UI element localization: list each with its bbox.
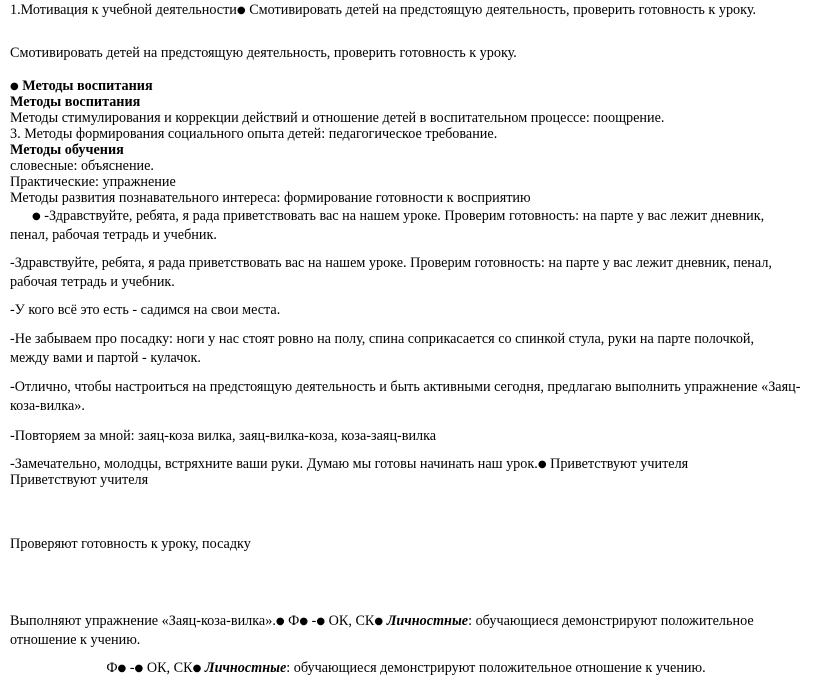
ok-label: ОК, СК [325, 613, 375, 629]
students-greet-inline: Приветствуют учителя [546, 456, 689, 472]
bullet-icon: ● [374, 616, 384, 627]
bullet-icon: ● [275, 616, 285, 627]
exercise-text: -Отлично, чтобы настроиться на предстоящую деятельность и быть активными сегодня, предлагаю выполнить упражнение «Заяц-коза-вилка». [10, 379, 801, 414]
stage-title: 1.Мотивация к учебной деятельности [10, 2, 237, 18]
verbal-methods: словесные: объяснение. [10, 158, 154, 174]
upbringing-heading-bullet [10, 78, 802, 95]
students-exercise-text: Выполняют упражнение «Заяц-коза-вилка». [10, 613, 276, 629]
greeting-bullet-text: -Здравствуйте, ребята, я рада приветствовать вас на нашем уроке. Проверим готовность: на парте у вас лежит дневник, пенал, рабочая тетрадь и учебник. [10, 208, 765, 243]
bullet-icon: ● [134, 663, 144, 674]
students-check: Проверяют готовность к уроку, посадку [10, 536, 251, 552]
bullet-icon: ● [32, 211, 41, 222]
repeat-text: -Повторяем за мной: заяц-коза вилка, заяц-вилка-коза, коза-заяц-вилка [10, 428, 437, 444]
upbringing-heading-text: Методы воспитания [22, 78, 153, 94]
greeting-bullet [10, 207, 794, 245]
summary-f: Ф [106, 660, 118, 676]
bullet-icon: ● [316, 616, 326, 627]
interest-methods: Методы развития познавательного интереса: формирование готовности к восприятию [10, 190, 531, 206]
personal-text: : обучающиеся демонстрируют положительное отношение к учению. [10, 613, 754, 648]
stimulation-methods: Методы стимулирования и коррекции действий и отношение детей в воспитательном процессе: поощрение. [10, 110, 665, 126]
teaching-heading: Методы обучения [10, 142, 124, 158]
stage-goal: Смотивировать детей на предстоящую деятельность, проверить готовность к уроку. [245, 2, 757, 18]
summary-ok: ОК, СК [143, 660, 193, 676]
personal-label: Личностные [383, 613, 469, 629]
summary-line [10, 660, 802, 677]
greeting-text: -Здравствуйте, ребята, я рада приветствовать вас на нашем уроке. Проверим готовность: на парте у вас лежит дневник, пенал, рабочая тетрадь и учебник. [10, 255, 772, 290]
shake-text: -Замечательно, молодцы, встряхните ваши руки. Думаю мы готовы начинать наш урок. [10, 456, 538, 472]
bullet-icon: ● [192, 663, 202, 674]
students-exercise [10, 612, 808, 650]
goal-text: Смотивировать детей на предстоящую деятельность, проверить готовность к уроку. [10, 45, 517, 61]
social-methods: 3. Методы формирования социального опыта детей: педагогическое требование. [10, 126, 498, 142]
bullet-icon: ● [299, 616, 309, 627]
students-greet: Приветствуют учителя [10, 472, 149, 488]
summary-personal: Личностные [201, 660, 287, 676]
title-line [10, 2, 802, 19]
dash-label: - [308, 613, 317, 629]
bullet-icon: ● [236, 5, 246, 16]
practical-methods: Практические: упражнение [10, 174, 176, 190]
sit-text: -У кого всё это есть - садимся на свои места. [10, 302, 281, 318]
shake-line [10, 456, 802, 473]
bullet-icon: ● [10, 81, 19, 92]
upbringing-heading: Методы воспитания [10, 94, 141, 110]
bullet-icon: ● [537, 459, 547, 470]
bullet-icon: ● [117, 663, 127, 674]
posture-text: -Не забываем про посадку: ноги у нас стоят ровно на полу, спина соприкасается со спинкой стула, руки на парте полочкой, между вами и партой - кулачок. [10, 331, 755, 366]
summary-dash: - [126, 660, 135, 676]
f-label: Ф [284, 613, 300, 629]
summary-personal-text: : обучающиеся демонстрируют положительное отношение к учению. [286, 660, 706, 676]
